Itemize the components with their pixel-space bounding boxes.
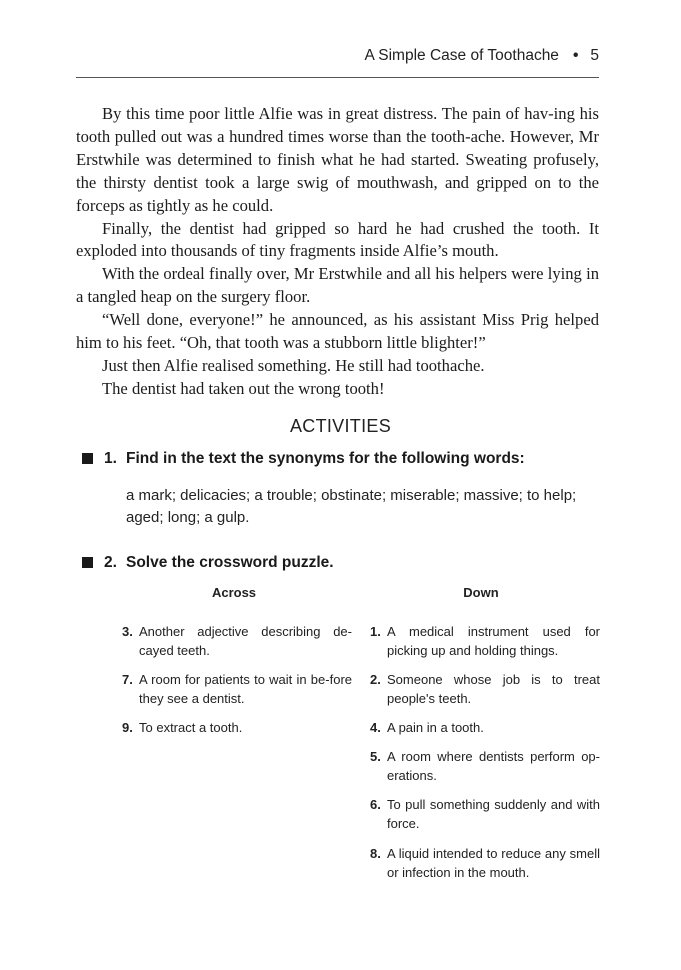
clue-text: Someone whose job is to treat people's teeth. [387,672,600,706]
clue-number: 8. [370,846,381,861]
task-title: Solve the crossword puzzle. [126,554,334,571]
story-paragraph: Just then Alfie realised something. He still had toothache. [102,355,485,375]
clue-number: 4. [370,720,381,735]
clue-text: A pain in a tooth. [387,720,484,735]
activities-heading: ACTIVITIES [289,416,391,436]
story-paragraph: Finally, the dentist had gripped so hard he had crushed the tooth. It exploded into thousands of tiny fragments inside Alfie’s mouth. [76,218,599,261]
task-2-heading [82,554,602,578]
task-title: Find in the text the synonyms for the following words: [126,450,525,467]
clue-item [122,718,352,737]
story-text [76,103,599,401]
clue-item [122,622,352,660]
task-1-heading [82,450,602,474]
clue-number: 6. [370,797,381,812]
task-number: 2. [104,554,117,571]
clue-text: A room where dentists perform op-erations. [387,749,600,783]
clue-item [122,670,352,708]
clue-item [370,795,600,833]
story-paragraph: The dentist had taken out the wrong tooth! [102,378,385,398]
story-paragraph: With the ordeal finally over, Mr Erstwhile and all his helpers were lying in a tangled heap on the surgery floor. [76,264,599,307]
clue-number: 7. [122,672,133,687]
running-header [76,47,599,71]
story-paragraph: By this time poor little Alfie was in great distress. The pain of hav-ing his tooth pulled out was a hundred times worse than the tooth-ache. However, Mr Erstwhile was determined to finish what he had started. Sweating profusely, the thirsty dentist took a large swig of mouthwash, and gripped on to the forceps as tightly as he could. [76,104,599,215]
clue-number: 9. [122,720,133,735]
clue-item [370,747,600,785]
clue-text: A room for patients to wait in be-fore they see a dentist. [139,672,352,706]
down-heading: Down [463,585,499,600]
clue-item [370,844,600,882]
clue-item [370,622,600,660]
synonym-word-list: a mark; delicacies; a trouble; obstinate; miserable; massive; to help; aged; long; a gulp. [126,487,577,526]
header-separator: • [572,47,579,64]
header-rule [76,77,599,78]
clue-number: 1. [370,624,381,639]
story-paragraph: “Well done, everyone!” he announced, as his assistant Miss Prig helped him to his feet. “Oh, that tooth was a stubborn little blighter!” [76,310,599,353]
clue-item [370,670,600,708]
clue-text: To extract a tooth. [139,720,243,735]
clue-text: A liquid intended to reduce any smell or infection in the mouth. [387,846,600,880]
clue-number: 3. [122,624,133,639]
chapter-title: A Simple Case of Toothache [364,47,559,64]
across-heading: Across [211,585,257,600]
square-bullet-icon [82,557,93,568]
clue-text: To pull something suddenly and with force. [387,797,600,831]
page-number: 5 [590,47,599,64]
clue-item [370,718,600,737]
clue-text: A medical instrument used for picking up and holding things. [387,624,600,658]
clue-number: 2. [370,672,381,687]
clue-text: Another adjective describing de-cayed teeth. [139,624,352,658]
clue-number: 5. [370,749,381,764]
task-number: 1. [104,450,117,467]
square-bullet-icon [82,453,93,464]
